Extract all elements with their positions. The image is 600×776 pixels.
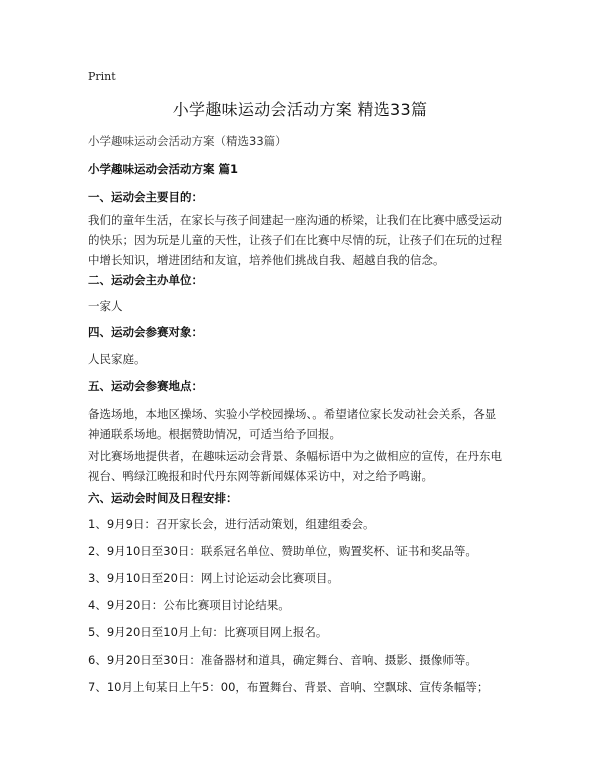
schedule-item: 1、9月9日：召开家长会，进行活动策划，组建组委会。 (88, 517, 375, 531)
text-line: 对比赛场地提供者，在趣味运动会背景、条幅标语中为之做相应的宣传，在丹东电 (88, 449, 502, 463)
schedule-item: 3、9月10日至20日：网上讨论运动会比赛项目。 (88, 571, 339, 585)
paragraph-venue (88, 404, 532, 444)
text-line: 备选场地，本地区操场、实验小学校园操场、。希望诸位家长发动社会关系，各显 (88, 407, 497, 421)
paragraph-participants: 人民家庭。 (88, 352, 146, 366)
heading-participants: 四、运动会参赛对象： (88, 325, 203, 339)
page-title: 小学趣味运动会活动方案 精选33篇 (172, 100, 428, 119)
schedule-item: 7、10月上旬某日上午5：00，布置舞台、背景、音响、空飘球、宣传条幅等； (88, 680, 489, 694)
paragraph-purpose (88, 210, 532, 270)
schedule-item: 4、9月20日：公布比赛项目讨论结果。 (88, 598, 290, 612)
schedule-item: 2、9月10日至30日：联系冠名单位、赞助单位，购置奖杯、证书和奖品等。 (88, 544, 477, 558)
print-link[interactable]: Print (88, 70, 116, 83)
paragraph-organizer: 一家人 (88, 299, 123, 313)
subtitle: 小学趣味运动会活动方案（精选33篇） (88, 134, 287, 148)
section-heading: 小学趣味运动会活动方案 篇1 (88, 162, 239, 176)
heading-schedule: 六、运动会时间及日程安排： (88, 491, 238, 505)
text-line: 中增长知识，增进团结和友谊，培养他们挑战自我、超越自我的信念。 (88, 253, 445, 267)
heading-venue: 五、运动会参赛地点： (88, 379, 203, 393)
paragraph-sponsor (88, 446, 532, 486)
text-line: 的快乐；因为玩是儿童的天性，让孩子们在比赛中尽情的玩，让孩子们在玩的过程 (88, 233, 502, 247)
heading-organizer: 二、运动会主办单位： (88, 273, 203, 287)
text-line: 视台、鸭绿江晚报和时代丹东网等新闻媒体采访中，对之给予鸣谢。 (88, 469, 433, 483)
text-line: 神通联系场地。根据赞助情况，可适当给予回报。 (88, 427, 341, 441)
schedule-item: 5、9月20日至10月上旬：比赛项目网上报名。 (88, 625, 328, 639)
schedule-item: 6、9月20日至30日：准备器材和道具，确定舞台、音响、摄影、摄像师等。 (88, 653, 477, 667)
text-line: 我们的童年生活，在家长与孩子间建起一座沟通的桥梁，让我们在比赛中感受运动 (88, 213, 502, 227)
heading-purpose: 一、运动会主要目的： (88, 190, 203, 204)
